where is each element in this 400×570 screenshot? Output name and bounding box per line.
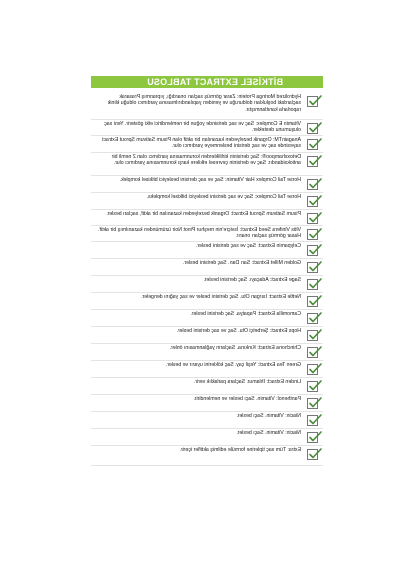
list-item (91, 136, 323, 153)
item-text: Green Tea Extract: Yeşil çay. Saç köklerini uyarır ve besler. (165, 362, 301, 368)
list-item (91, 210, 323, 226)
list-item (91, 120, 323, 136)
list-item (91, 395, 323, 412)
item-text: Panthenol: Vitamin. Saçı besler ve nemlendirir. (193, 396, 301, 402)
item-text: Niacin: Vitamin. Saçı besler. (236, 430, 301, 436)
checkbox-check-icon (305, 396, 323, 410)
list-item (91, 446, 323, 466)
checkbox-check-icon (305, 94, 323, 108)
item-text: Hops Extract: Şerbetçi Otu. Saç ve saç derisini besler. (176, 328, 301, 334)
extract-table (91, 76, 323, 494)
checkbox-check-icon (305, 243, 323, 257)
list-item (91, 412, 323, 429)
item-text: Extra: Tüm saç tiplerine formüle edilmiş aktifler içerir. (179, 447, 301, 453)
checkbox-check-icon (305, 227, 323, 241)
list-item (91, 226, 323, 242)
list-item (91, 293, 323, 310)
list-item (91, 344, 323, 361)
item-text: AnagainTM: Organik bezelyeden kazanılan bir aktif olan Pisum Sativum Sprout Extract sayesinde saç ve saç derisini beslenmeye yardımcı olur. (102, 137, 301, 150)
item-text: Camomilla Extract: Papatya. Saç derisini besler. (190, 311, 301, 317)
list-item (91, 93, 323, 120)
checkbox-check-icon (305, 311, 323, 325)
checkbox-check-icon (305, 362, 323, 376)
item-text: Hydrolized Moringa Protein: Zarar görmüş saçları onardığı, yıpranmış Prasarak saçlardaki boşlukları dolduruğu ve yeniden yapılandırılmasına yardımcı olduğu klinik raporlarla kanıtlanmıştır. (107, 94, 301, 113)
list-item (91, 176, 323, 193)
checkbox-check-icon (305, 430, 323, 444)
checkbox-check-icon (305, 154, 323, 168)
list-item (91, 310, 323, 327)
table-header (91, 76, 323, 88)
item-text: Horse Tail Complex: Saç ve saç derisini besleyici bitkisel kompleks. (146, 194, 301, 200)
checkbox-check-icon (305, 413, 323, 427)
item-text: Linden Extract: Ihlamur. Saçlara parlaklık verir. (194, 379, 301, 385)
item-text: Sage Extract: Adaçayı. Saç derisini besler. (203, 277, 301, 283)
list-item (91, 259, 323, 276)
list-item (91, 193, 323, 210)
item-text: Horse Tail Complex Hair Vitamin: Saç ve saç derisini besleyici bitkisel komplek. (119, 177, 301, 183)
checkbox-check-icon (305, 379, 323, 393)
checkbox-check-icon (305, 194, 323, 208)
checkbox-check-icon (305, 277, 323, 291)
checkbox-check-icon (305, 328, 323, 342)
list-item (91, 153, 323, 176)
item-text: Celypamin Extract: Saç ve saç derisini besler. (196, 243, 301, 249)
checkbox-check-icon (305, 177, 323, 191)
item-text: Nettle Extract: Isırgan Otu. Saç derisini besler ve saç yağını dengeler. (141, 294, 301, 300)
checkbox-check-icon (305, 121, 323, 135)
item-text: Niacin: Vitamin. Saçı besler. (236, 413, 301, 419)
item-text: Chinchona Extract: Kınkına. Saçların yağlanmasını önler. (169, 345, 301, 351)
list-item (91, 327, 323, 344)
item-text: Vitis Vinifera Seed Extract: İsviçre'nin meşhur Pinot Noir üzümünden kazanılmış bir aktif. Hasar görmüş saçları onarır. (98, 227, 301, 240)
checkbox-check-icon (305, 137, 323, 151)
list-item (91, 429, 323, 446)
item-text: Vitamin E Complex: Saç ve saç derisinde yoğun bir nemlendirici etki gösterir. Yeni saç oluşumunu destekler. (104, 121, 301, 134)
table-title: BİTKİSEL EXTRACT TABLOSU (147, 77, 283, 87)
item-text: Pisum Sativum Sprout Extract: Organik bezelyeden kazanılan bir aktif, saçları besler. (106, 211, 301, 217)
list-item (91, 242, 323, 259)
checkbox-check-icon (305, 294, 323, 308)
item-text: Detoxshampoo®: Saç derisinin kirliliklerden korunmasına yardımcı olan 2 nemli bir antioksidandır. Saç ve derisinin çevresel etkilere karşı korunmasına yardımcı olur. (111, 154, 301, 167)
list-item (91, 378, 323, 395)
checkbox-check-icon (305, 260, 323, 274)
item-text: Golden Millet Extract: Sarı Darı. Saç derisini besler. (183, 260, 301, 266)
checkbox-check-icon (305, 447, 323, 461)
list-item (91, 276, 323, 293)
checkbox-check-icon (305, 345, 323, 359)
checkbox-check-icon (305, 211, 323, 225)
list-item (91, 361, 323, 378)
